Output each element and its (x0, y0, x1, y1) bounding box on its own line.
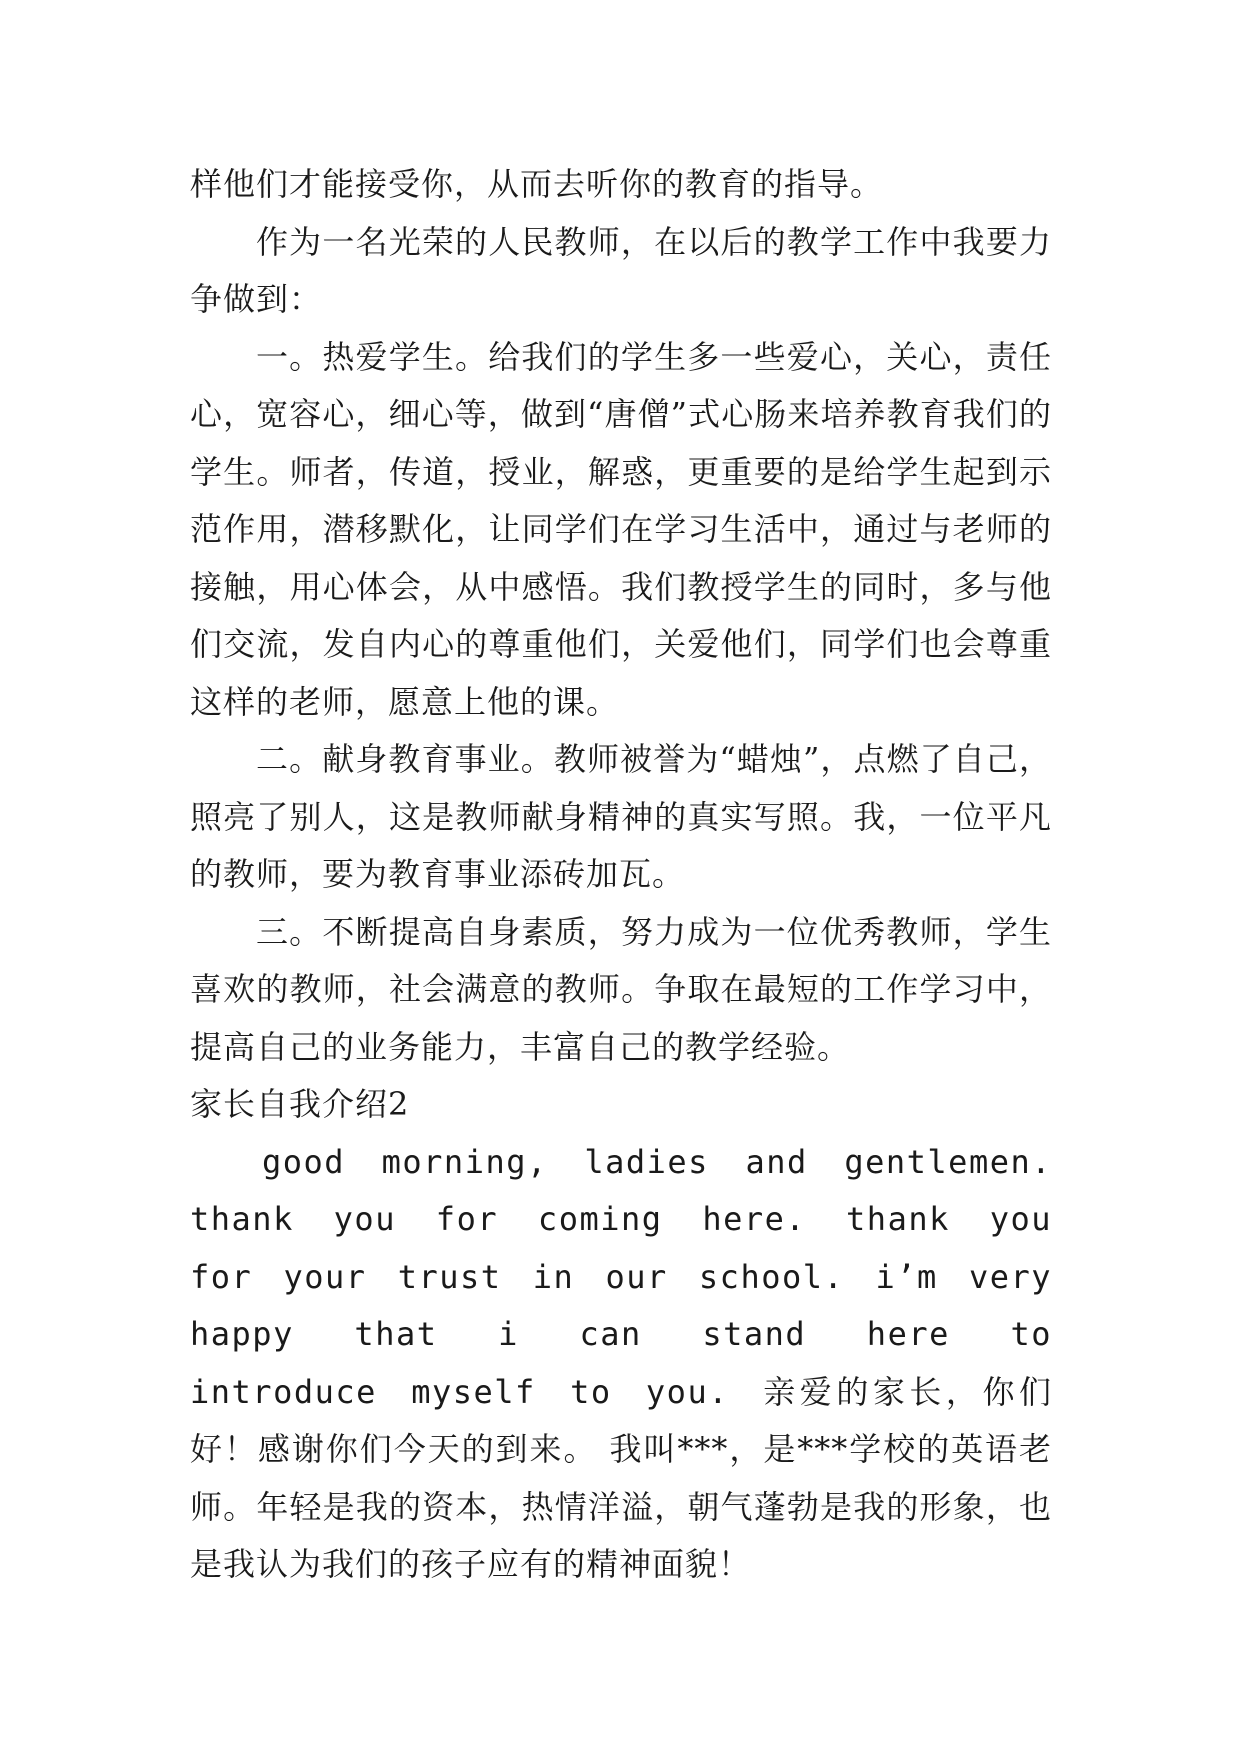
chinese-introduction-text: 亲爱的家长，你们好！感谢你们今天的到来。 我叫***，是***学校的英语老师。年轻是我的资本，热情洋溢，朝气蓬勃是我的形象，也是我认为我们的孩子应有的精神面貌！ (190, 1372, 1052, 1583)
section-heading: 家长自我介绍2 (190, 1085, 410, 1123)
english-introduction-text: good morning, ladies and gentlemen. thank you for coming here. thank you for your trust in our school. i’m very happy that i can stand here to introduce myself to you. (190, 1142, 1052, 1411)
paragraph-bilingual-introduction (190, 1134, 1052, 1594)
paragraph-point-one: 一。热爱学生。给我们的学生多一些爱心，关心，责任心，宽容心，细心等，做到“唐僧”式心肠来培养教育我们的学生。师者，传道，授业，解惑，更重要的是给学生起到示范作用，潜移默化，让同学们在学习生活中，通过与老师的接触，用心体会，从中感悟。我们教授学生的同时，多与他们交流，发自内心的尊重他们，关爱他们，同学们也会尊重这样的老师，愿意上他的课。 (190, 337, 1052, 721)
paragraph-continuation: 样他们才能接受你，从而去听你的教育的指导。 (190, 165, 884, 203)
paragraph-point-three: 三。不断提高自身素质，努力成为一位优秀教师，学生喜欢的教师，社会满意的教师。争取在最短的工作学习中，提高自己的业务能力，丰富自己的教学经验。 (190, 912, 1052, 1066)
paragraph-intro: 作为一名光荣的人民教师，在以后的教学工作中我要力争做到： (190, 222, 1052, 318)
document-body (190, 156, 1052, 1594)
paragraph-point-two: 二。献身教育事业。教师被誉为“蜡烛”，点燃了自己，照亮了别人，这是教师献身精神的真实写照。我，一位平凡的教师，要为教育事业添砖加瓦。 (190, 740, 1052, 893)
